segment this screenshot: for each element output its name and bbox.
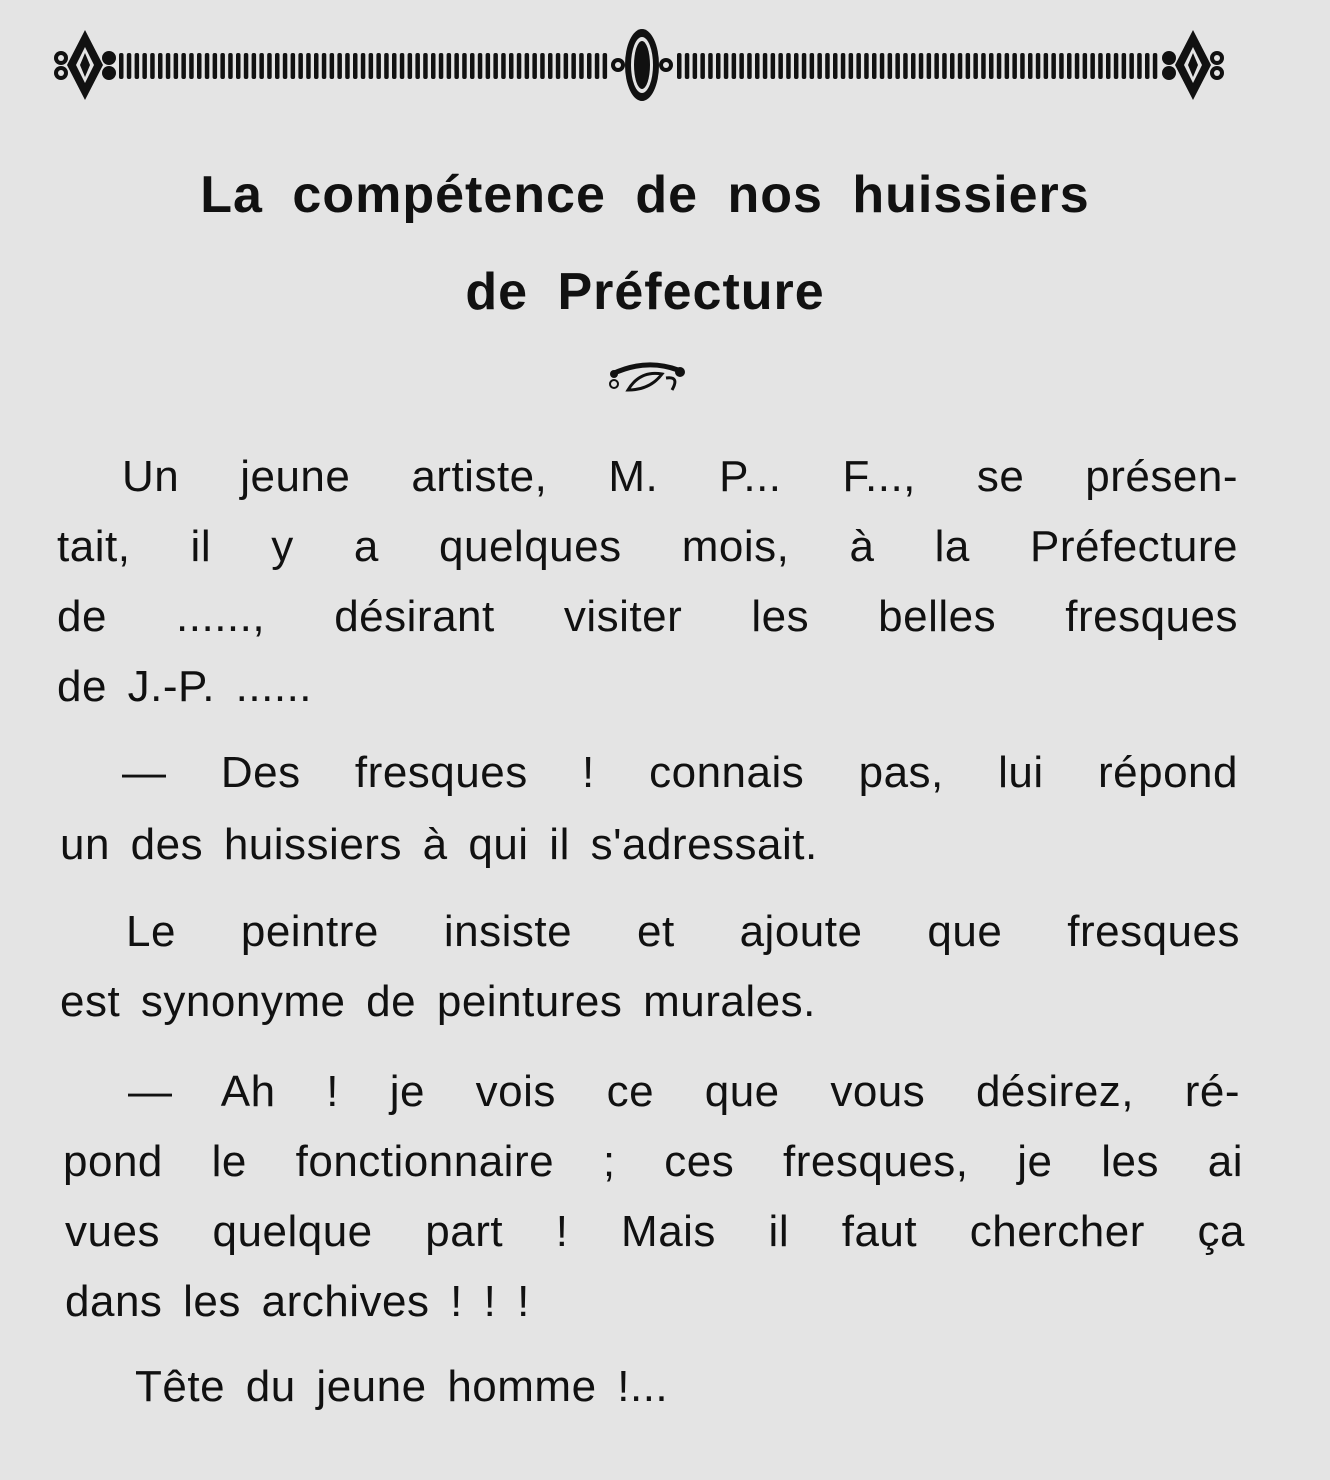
ornament-bar <box>1075 53 1080 79</box>
ornament-bar <box>786 53 791 79</box>
ornament-bar <box>708 53 713 79</box>
ornament-bar <box>501 53 506 79</box>
article-title-line-2: de Préfecture <box>465 263 825 321</box>
ornament-bar <box>197 53 202 79</box>
ornament-bar <box>174 53 179 79</box>
ornament-bar <box>1145 53 1150 79</box>
ornament-bar <box>431 53 436 79</box>
text-line: Un jeune artiste, M. P... F..., se présen- <box>122 452 1238 501</box>
ornament-bar <box>856 53 861 79</box>
ornament-bar <box>306 53 311 79</box>
ornament-bar <box>314 53 319 79</box>
ornament-bar <box>895 53 900 79</box>
ornament-bar <box>888 53 893 79</box>
ornament-bar <box>981 53 986 79</box>
ornament-bar <box>1090 53 1095 79</box>
ornament-bar <box>810 53 815 79</box>
ornament-bar <box>700 53 705 79</box>
ornament-bar <box>252 53 257 79</box>
ornament-bar <box>564 53 569 79</box>
ornament-bar <box>478 53 483 79</box>
ornament-bar <box>291 53 296 79</box>
ornament-bar <box>958 53 963 79</box>
ornament-bar <box>470 53 475 79</box>
ornament-bar <box>685 53 690 79</box>
ornament-bar <box>220 53 225 79</box>
ornament-bar <box>1005 53 1010 79</box>
ornament-bar <box>739 53 744 79</box>
fleuron-ornament <box>606 360 690 396</box>
ornament-bar <box>755 53 760 79</box>
ornament-bar <box>833 53 838 79</box>
ornament-bar <box>181 53 186 79</box>
ornament-bar <box>322 53 327 79</box>
ornament-bar <box>825 53 830 79</box>
text-line: Le peintre insiste et ajoute que fresques <box>126 907 1240 956</box>
ornament-bar <box>1114 53 1119 79</box>
ornament-bar <box>400 53 405 79</box>
ornament-bar <box>525 53 530 79</box>
text-line: — Des fresques ! connais pas, lui répond <box>122 748 1238 797</box>
ornament-bar <box>989 53 994 79</box>
ornament-bar <box>283 53 288 79</box>
ornament-bar <box>880 53 885 79</box>
ornament-bar <box>771 53 776 79</box>
ornament-bar <box>158 53 163 79</box>
ornament-bar <box>724 53 729 79</box>
text-line: de J.-P. ...... <box>57 662 313 711</box>
ornament-bar <box>509 53 514 79</box>
text-line: est synonyme de peintures murales. <box>60 977 816 1026</box>
ornament-bar <box>135 53 140 79</box>
ornament-bar <box>802 53 807 79</box>
ornament-bar <box>330 53 335 79</box>
ornament-bar <box>763 53 768 79</box>
ornament-bar <box>353 53 358 79</box>
ornament-bar <box>1059 53 1064 79</box>
ornament-bar <box>150 53 155 79</box>
ornament-bar <box>603 53 608 79</box>
text-line: vues quelque part ! Mais il faut chercher ça <box>65 1207 1245 1256</box>
ornament-bar <box>732 53 737 79</box>
ornament-bar <box>872 53 877 79</box>
text-line: dans les archives ! ! ! <box>65 1277 530 1326</box>
ornament-bar <box>841 53 846 79</box>
ornament-bar <box>493 53 498 79</box>
ornament-bar <box>369 53 374 79</box>
ornament-bar <box>384 53 389 79</box>
ornament-bar <box>1067 53 1072 79</box>
ornament-bar <box>119 53 124 79</box>
ornament-bar <box>556 53 561 79</box>
ornament-bar <box>1044 53 1049 79</box>
ornament-bar <box>548 53 553 79</box>
ornament-bar <box>439 53 444 79</box>
ornament-bar <box>236 53 241 79</box>
ornament-bar <box>244 53 249 79</box>
ornament-bar <box>1122 53 1127 79</box>
ornament-bar <box>942 53 947 79</box>
ornament-bar <box>228 53 233 79</box>
decorative-border-ornament <box>45 25 1235 105</box>
text-line: un des huissiers à qui il s'adressait. <box>60 820 818 869</box>
ornament-bar <box>376 53 381 79</box>
ornament-bar <box>1129 53 1134 79</box>
ornament-bar <box>166 53 171 79</box>
ornament-bar <box>1083 53 1088 79</box>
ornament-bar <box>693 53 698 79</box>
ornament-bar <box>392 53 397 79</box>
ornament-bar <box>794 53 799 79</box>
ornament-bar <box>849 53 854 79</box>
ornament-bar <box>864 53 869 79</box>
text-line: Tête du jeune homme !... <box>135 1362 669 1411</box>
ornament-bar <box>275 53 280 79</box>
ornament-bar <box>1098 53 1103 79</box>
ornament-bar <box>778 53 783 79</box>
ornament-bar <box>267 53 272 79</box>
ornament-bar <box>361 53 366 79</box>
ornament-bar <box>540 53 545 79</box>
ornament-bar <box>259 53 264 79</box>
ornament-bar <box>579 53 584 79</box>
ornament-bar <box>950 53 955 79</box>
ornament-bar <box>345 53 350 79</box>
ornament-bar <box>532 53 537 79</box>
ornament-bar <box>716 53 721 79</box>
ornament-bar <box>454 53 459 79</box>
ornament-bar <box>903 53 908 79</box>
ornament-bar <box>973 53 978 79</box>
ornament-bar <box>677 53 682 79</box>
ornament-bar <box>127 53 132 79</box>
ornament-bar <box>1012 53 1017 79</box>
ornament-bar <box>486 53 491 79</box>
ornament-bar <box>462 53 467 79</box>
ornament-bar <box>1020 53 1024 79</box>
ornament-bar <box>142 53 147 79</box>
ornament-bar <box>1106 53 1111 79</box>
ornament-bar <box>1137 53 1142 79</box>
text-line: — Ah ! je vois ce que vous désirez, ré- <box>128 1067 1240 1116</box>
ornament-bar <box>1153 53 1158 79</box>
text-line: pond le fonctionnaire ; ces fresques, je les ai <box>63 1137 1243 1186</box>
ornament-bar <box>1036 53 1041 79</box>
text-line: de ......, désirant visiter les belles fresques <box>57 592 1238 641</box>
ornament-bar <box>408 53 413 79</box>
ornament-bar <box>415 53 420 79</box>
ornament-bar <box>587 53 592 79</box>
text-line: tait, il y a quelques mois, à la Préfecture <box>57 522 1238 571</box>
ornament-bar <box>189 53 194 79</box>
ornament-bar <box>919 53 924 79</box>
ornament-bar <box>817 53 822 79</box>
ornament-bar <box>337 53 342 79</box>
ornament-bar <box>213 53 218 79</box>
ornament-bar <box>1028 53 1033 79</box>
ornament-bar <box>447 53 452 79</box>
ornament-bar <box>966 53 971 79</box>
ornament-bar <box>997 53 1002 79</box>
ornament-bar <box>911 53 916 79</box>
ornament-bar <box>517 53 522 79</box>
ornament-bar <box>298 53 303 79</box>
ornament-bar <box>1051 53 1056 79</box>
ornament-bar <box>571 53 576 79</box>
ornament-bar <box>423 53 428 79</box>
ornament-bar <box>747 53 752 79</box>
ornament-bar <box>205 53 210 79</box>
ornament-bar <box>595 53 600 79</box>
ornament-bar <box>934 53 939 79</box>
ornament-bar <box>927 53 932 79</box>
article-title-line-1: La compétence de nos huissiers <box>200 166 1090 224</box>
